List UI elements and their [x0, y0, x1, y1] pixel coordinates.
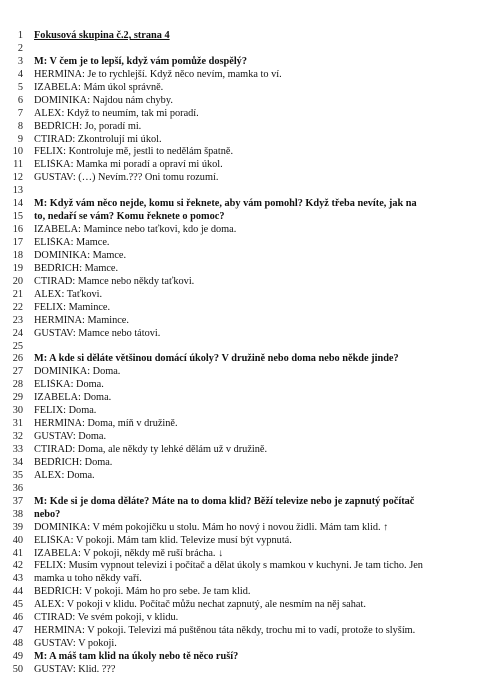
- transcript-line: [0, 121, 491, 134]
- transcript-line: [0, 198, 491, 211]
- moderator-question: to, nedaří se vám? Komu řeknete o pomoc?: [34, 211, 225, 223]
- line-text: BEDŘICH: Jo, poradí mi.: [34, 120, 142, 132]
- line-number: 3: [17, 55, 23, 67]
- line-number: 50: [12, 663, 23, 675]
- transcript-line: [0, 573, 491, 586]
- line-number: 27: [12, 366, 23, 378]
- line-text: FELIX: Mamince.: [34, 301, 111, 313]
- line-number: 18: [12, 249, 23, 261]
- line-number: 44: [12, 586, 23, 598]
- line-text: DOMINIKA: Najdou nám chyby.: [34, 94, 173, 106]
- moderator-question: M: Když vám něco nejde, komu si řeknete, aby vám pomohl? Když třeba nevíte, jak na: [34, 198, 417, 210]
- line-text: FELIX: Kontroluje mě, jestli to nedělám špatně.: [34, 146, 234, 158]
- transcript-line: [0, 560, 491, 573]
- line-text: HERMÍNA: Je to rychlejší. Když něco nevím, mamka to ví.: [34, 68, 282, 80]
- transcript-line: [0, 82, 491, 95]
- transcript-line: [0, 263, 491, 276]
- transcript-line: [0, 43, 491, 56]
- line-text: GUSTAV: V pokoji.: [34, 638, 117, 650]
- line-number: 23: [12, 314, 23, 326]
- transcript-line: [0, 328, 491, 341]
- line-text: DOMINIKA: Doma.: [34, 366, 121, 378]
- moderator-question: Fokusová skupina č.2, strana 4: [34, 30, 170, 41]
- transcript-line: [0, 599, 491, 612]
- line-text: CTIRAD: Mamce nebo někdy taťkovi.: [34, 275, 195, 287]
- line-number: 5: [17, 81, 23, 93]
- line-text: DOMINIKA: V mém pokojíčku u stolu. Mám ho nový i novou židli. Mám tam klid. ↑: [34, 521, 389, 533]
- line-number: 49: [12, 651, 23, 662]
- line-number: 45: [12, 599, 23, 611]
- line-number: 16: [12, 224, 23, 236]
- line-text: ELIŠKA: Mamka mi poradí a opraví mi úkol.: [34, 159, 223, 171]
- line-number: 48: [12, 638, 23, 650]
- line-number: 31: [12, 418, 23, 430]
- line-number: 19: [12, 262, 23, 274]
- line-number: 37: [12, 495, 23, 507]
- line-number: 42: [12, 560, 23, 572]
- transcript-line: [0, 379, 491, 392]
- transcript-line: [0, 146, 491, 159]
- transcript-line: [0, 185, 491, 198]
- transcript-line: [0, 108, 491, 121]
- line-text: BEDŘICH: V pokoji. Mám ho pro sebe. Je tam klid.: [34, 586, 251, 598]
- line-number: 34: [12, 456, 23, 468]
- line-text: ALEX: Když to neumím, tak mi poradí.: [34, 107, 199, 119]
- line-number: 13: [12, 185, 23, 197]
- transcript-line: [0, 457, 491, 470]
- transcript-line: [0, 56, 491, 69]
- transcript-line: [0, 444, 491, 457]
- transcript-line: [0, 315, 491, 328]
- line-number: 33: [12, 444, 23, 455]
- line-text: mamka u toho někdy vaří.: [34, 573, 142, 585]
- line-number: 26: [12, 353, 23, 365]
- transcript-line: [0, 224, 491, 237]
- transcript-line: [0, 586, 491, 599]
- transcript-line: [0, 353, 491, 366]
- line-number: 39: [12, 521, 23, 533]
- transcript-line: [0, 418, 491, 431]
- line-number: 9: [17, 133, 23, 145]
- line-text: GUSTAV: Mamce nebo tátovi.: [34, 327, 161, 339]
- transcript-line: [0, 625, 491, 638]
- transcript-line: [0, 69, 491, 82]
- moderator-question: M: V čem je to lepší, když vám pomůže dospělý?: [34, 55, 247, 67]
- line-number: 10: [12, 146, 23, 158]
- line-number: 38: [12, 508, 23, 520]
- line-text: IZABELA: Mám úkol správně.: [34, 81, 164, 93]
- transcript-line: [0, 535, 491, 548]
- line-number: 11: [13, 159, 23, 171]
- line-number: 32: [12, 431, 23, 443]
- line-number: 43: [12, 573, 23, 585]
- transcript-line: [0, 392, 491, 405]
- line-text: GUSTAV: (…) Nevím.??? Oni tomu rozumí.: [34, 172, 219, 184]
- line-number: 41: [12, 547, 23, 559]
- line-text: CTIRAD: Doma, ale někdy ty lehké dělám už v družině.: [34, 444, 268, 455]
- line-number: 29: [12, 392, 23, 404]
- transcript-line: [0, 431, 491, 444]
- transcript-line: [0, 211, 491, 224]
- transcript-line: [0, 95, 491, 108]
- transcript-line: [0, 276, 491, 289]
- line-number: 28: [12, 379, 23, 391]
- line-number: 7: [17, 107, 23, 119]
- line-number: 15: [12, 211, 23, 223]
- line-text: ALEX: Taťkovi.: [34, 288, 103, 300]
- line-text: HERMÍNA: Doma, míň v družině.: [34, 418, 178, 430]
- line-number: 1: [17, 30, 23, 41]
- line-text: ALEX: V pokoji v klidu. Počítač můžu nechat zapnutý, ale nesmím na něj sahat.: [34, 599, 366, 611]
- line-text: FELIX: Doma.: [34, 405, 97, 417]
- line-number: 35: [12, 469, 23, 481]
- line-number: 4: [17, 68, 23, 80]
- line-number: 36: [12, 482, 23, 494]
- transcript-line: [0, 509, 491, 522]
- transcript-line: [0, 302, 491, 315]
- transcript-line: [0, 341, 491, 354]
- line-text: IZABELA: Doma.: [34, 392, 112, 404]
- line-text: GUSTAV: Doma.: [34, 431, 107, 443]
- line-number: 12: [12, 172, 23, 184]
- line-number: 21: [12, 288, 23, 300]
- transcript-line: [0, 250, 491, 263]
- line-text: IZABELA: V pokoji, někdy mě ruší brácha. ↓: [34, 547, 224, 559]
- transcript-line: [0, 612, 491, 625]
- transcript-line: [0, 289, 491, 302]
- transcript-line: [0, 638, 491, 651]
- line-number: 20: [12, 275, 23, 287]
- line-number: 25: [12, 340, 23, 352]
- transcript-line: [0, 548, 491, 561]
- line-number: 47: [12, 625, 23, 637]
- transcript-line: [0, 30, 491, 43]
- line-text: BEDŘICH: Mamce.: [34, 262, 119, 274]
- transcript-line: [0, 134, 491, 147]
- line-text: CTIRAD: Ve svém pokoji, v klidu.: [34, 612, 179, 624]
- line-number: 6: [17, 94, 23, 106]
- transcript-line: [0, 470, 491, 483]
- line-text: ALEX: Doma.: [34, 469, 95, 481]
- transcript-line: [0, 366, 491, 379]
- moderator-question: M: Kde si je doma děláte? Máte na to doma klid? Běží televize nebo je zapnutý počítač: [34, 495, 415, 507]
- line-text: IZABELA: Mamince nebo taťkovi, kdo je doma.: [34, 224, 237, 236]
- line-number: 17: [12, 237, 23, 248]
- line-text: HERMÍNA: Mamince.: [34, 314, 129, 326]
- moderator-question: M: A máš tam klid na úkoly nebo tě něco ruší?: [34, 651, 239, 662]
- line-text: GUSTAV: Klid. ???: [34, 663, 116, 675]
- line-number: 46: [12, 612, 23, 624]
- line-number: 14: [12, 198, 23, 210]
- transcript-line: [0, 159, 491, 172]
- moderator-question: M: A kde si děláte většinou domácí úkoly? V družině nebo doma nebo někde jinde?: [34, 353, 399, 365]
- transcript-line: [0, 664, 491, 677]
- transcript-page: [0, 30, 491, 677]
- line-text: ELIŠKA: V pokoji. Mám tam klid. Televize musí být vypnutá.: [34, 534, 292, 546]
- line-number: 30: [12, 405, 23, 417]
- transcript-line: [0, 522, 491, 535]
- transcript-line: [0, 651, 491, 664]
- line-text: CTIRAD: Zkontrolují mi úkol.: [34, 133, 162, 145]
- line-number: 24: [12, 327, 23, 339]
- transcript-line: [0, 496, 491, 509]
- line-text: BEDŘICH: Doma.: [34, 456, 113, 468]
- line-text: FELIX: Musím vypnout televizi i počítač a dělat úkoly s mamkou v kuchyni. Je tam ticho. Jen: [34, 560, 423, 572]
- line-number: 40: [12, 534, 23, 546]
- transcript-line: [0, 405, 491, 418]
- line-text: ELIŠKA: Doma.: [34, 379, 104, 391]
- moderator-question: nebo?: [34, 508, 61, 520]
- line-number: 22: [12, 301, 23, 313]
- line-number: 2: [17, 42, 23, 54]
- transcript-line: [0, 172, 491, 185]
- line-text: DOMINIKA: Mamce.: [34, 249, 127, 261]
- line-text: ELIŠKA: Mamce.: [34, 237, 110, 248]
- line-number: 8: [17, 120, 23, 132]
- line-text: HERMÍNA: V pokoji. Televizi má puštěnou táta někdy, trochu mi to vadí, protože to slyším.: [34, 625, 416, 637]
- transcript-line: [0, 237, 491, 250]
- transcript-line: [0, 483, 491, 496]
